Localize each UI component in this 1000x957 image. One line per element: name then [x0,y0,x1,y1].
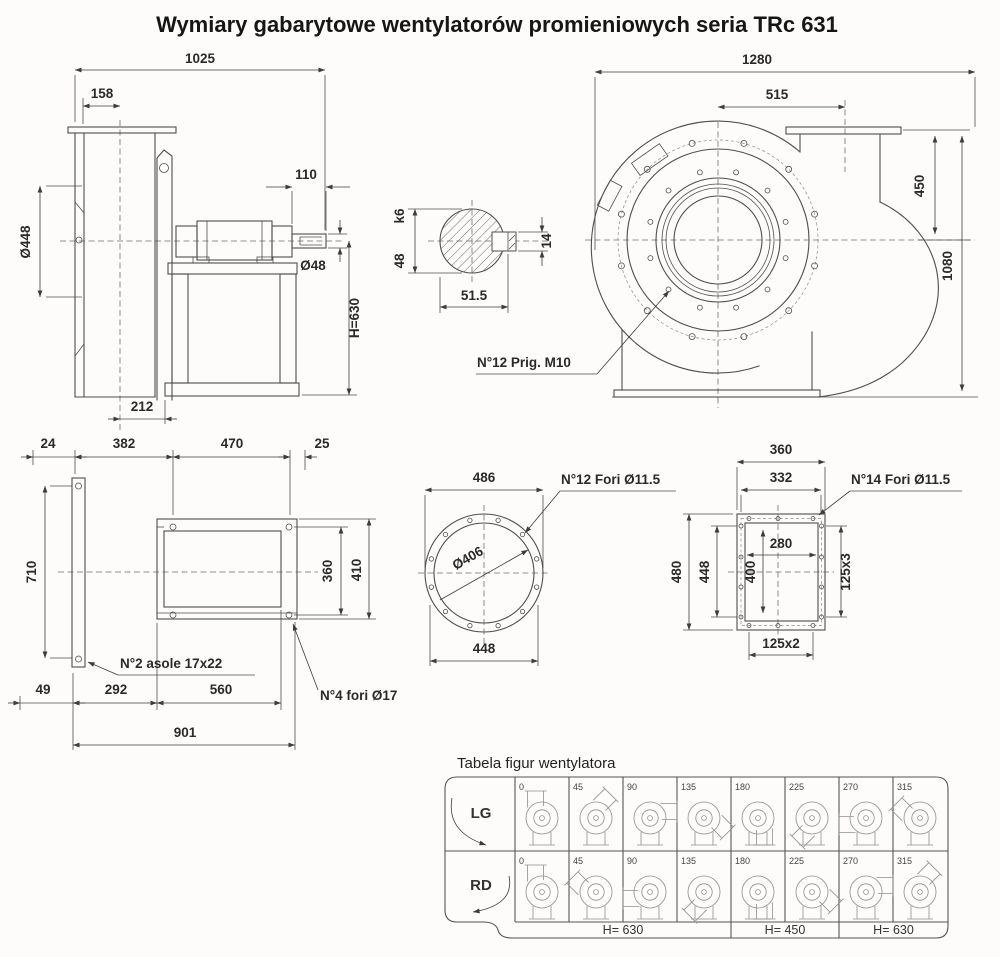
dim-shaft-tolerance: k6 [392,208,407,224]
fan-figure-angle: 315 [897,782,913,792]
fan-figure-angle: 45 [573,856,584,866]
fan-figure-RD-180 [735,856,776,919]
dim-212: 212 [130,399,154,414]
dim-25: 25 [314,436,330,451]
dim-710: 710 [24,560,39,584]
page-title: Wymiary gabarytowe wentylatorów promieniowych seria TRc 631 [156,12,838,37]
fan-figure-RD-270 [843,856,893,919]
fan-figure-LG-0 [519,782,558,845]
fan-figure-angle: 90 [627,782,638,792]
fan-figure-LG-90 [627,782,677,845]
dim-158: 158 [90,86,114,101]
fan-figure-RD-315 [896,856,950,919]
dim-515: 515 [765,87,789,102]
figure-table [445,755,950,938]
fan-figure-angle: 315 [897,856,913,866]
fan-figure-angle: 270 [843,782,859,792]
dim-470: 470 [220,436,244,451]
dim-24: 24 [40,436,56,451]
fan-figure-LG-315 [889,782,943,845]
row-label-rd: RD [470,877,492,894]
dim-410: 410 [349,558,364,582]
front-view [476,52,978,408]
fan-figure-angle: 225 [789,782,805,792]
dim-332: 332 [769,470,793,485]
side-view [18,51,362,432]
dim-901: 901 [173,725,197,740]
dim-shaft-48: 48 [392,253,407,269]
fan-figure-angle: 135 [681,782,697,792]
dim-448-inlet: 448 [472,641,496,656]
fan-figure-RD-135 [674,856,728,923]
fan-figure-RD-225 [789,856,843,922]
dim-292: 292 [104,682,128,697]
fan-figure-RD-90 [623,856,666,919]
dim-inner-diameter: Ø406 [449,543,486,573]
inlet-flange-view [418,470,676,666]
dim-360: 360 [320,559,335,583]
dim-1080: 1080 [940,250,955,282]
dim-360-outlet: 360 [769,442,793,457]
dim-110: 110 [295,167,317,182]
dim-shaft-diameter: Ø48 [300,258,326,273]
dim-450: 450 [912,174,927,198]
fan-figure-angle: 45 [573,782,584,792]
fan-figure-LG-180 [735,782,776,845]
label-base-holes: N°4 fori Ø17 [320,688,398,703]
row-label-lg: LG [470,805,492,822]
dim-key-51-5: 51.5 [460,288,488,303]
label-studs-m10: N°12 Prig. M10 [477,355,571,370]
base-view [8,436,397,750]
dim-125x3: 125x3 [838,553,853,591]
footer-h-2: H= 450 [764,923,806,937]
fan-figure-angle: 135 [681,856,697,866]
fan-figure-LG-270 [839,782,882,845]
dim-486: 486 [472,470,496,485]
footer-h-1: H= 630 [602,923,644,937]
fan-figure-angle: 0 [519,782,525,792]
dim-inlet-diameter: Ø448 [18,225,33,259]
label-outlet-holes: N°14 Fori Ø11.5 [851,472,951,487]
dim-400: 400 [743,560,758,584]
fan-figure-angle: 180 [735,856,751,866]
fan-figure-angle: 90 [627,856,638,866]
dim-key-14: 14 [539,233,554,249]
fan-figure-LG-135 [681,782,735,848]
dim-560: 560 [209,682,233,697]
figure-table-title: Tabela figur wentylatora [457,755,616,772]
label-inlet-holes: N°12 Fori Ø11.5 [561,472,661,487]
dim-1025: 1025 [184,51,216,66]
dim-480: 480 [669,560,684,584]
dim-height: H=630 [347,297,362,339]
shaft-detail [392,200,554,313]
dim-1280: 1280 [741,52,773,67]
fan-figure-LG-225 [782,782,836,849]
dim-49: 49 [35,682,51,697]
dim-382: 382 [112,436,136,451]
fan-figure-angle: 270 [843,856,859,866]
dim-125x2: 125x2 [762,636,800,651]
footer-h-3: H= 630 [873,923,914,937]
fan-figure-angle: 225 [789,856,805,866]
fan-figure-angle: 180 [735,782,751,792]
dim-280: 280 [769,536,793,551]
fan-figure-angle: 0 [519,856,525,866]
fan-figure-LG-45 [572,782,626,845]
fan-figure-RD-0 [519,856,558,919]
label-slots: N°2 asole 17x22 [120,656,223,671]
dim-448-outlet: 448 [697,560,712,584]
outlet-flange-view [669,442,962,660]
fan-figure-RD-45 [565,856,619,919]
